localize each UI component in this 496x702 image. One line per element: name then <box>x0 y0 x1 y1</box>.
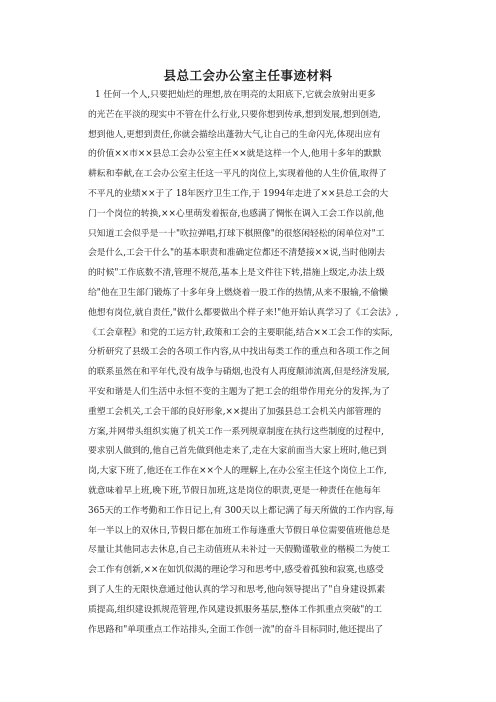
body-text-line: 会是什么,工会干什么"的基本职责和准确定位都还不清楚接××说,当时他刚去 <box>88 248 386 259</box>
body-text-line: 重塑工会机关,工会干部的良好形象,××提出了加强县总工会机关内部管理的 <box>88 406 382 417</box>
body-text-line: 《工会章程》和党的工运方针,政策和工会的主要职能,结合××工会工作的实际, <box>88 327 393 338</box>
body-text-line: 他想有岗位,就自责任,"做什么都要做出个样子来!"他开始认真学习了《工会法》, <box>88 307 399 318</box>
body-text-line: 要求别人做到的,他自己首先做到他走来了,走在大家前面当大家上班时,他已到 <box>88 446 387 457</box>
body-text-line: 方案,并网带头组织实施了机关工作一系列规章制度在执行这些制度的过程中, <box>88 426 384 437</box>
body-text-line: 会工作有创新,××在如饥似渴的理论学习和思考中,感受着孤独和寂寞,也感受 <box>88 565 384 576</box>
body-text-line: 的联系虽然在和平年代,没有战争与硝烟,也没有人再度颠沛流离,但是经济发展, <box>88 367 390 378</box>
body-text-line: 想到他人,更想到责任,你就会描绘出蓬勃大气,让自己的生命闪光,体现出应有 <box>88 129 381 140</box>
body-text-line: 的价值××市××县总工会办公室主任××就是这样一个人,他用十多年的默默 <box>88 149 382 160</box>
body-text-line: 作思路和"单项重点工作站排头,全面工作创一流"的奋斗目标同时,他还提出了 <box>88 624 384 635</box>
body-text-line: 给"他在卫生部门锻炼了十多年身上燃烧着一股工作的热情,从来不服输,不偷懒 <box>88 287 388 298</box>
body-text-line: 分析研究了县级工会的各项工作内容,从中找出每类工作的重点和各项工作之间 <box>88 347 390 358</box>
body-text-line: 就意味着早上班,晚下班,节假日加班,这是岗位的职责,更是一种责任在他每年 <box>88 485 381 496</box>
body-text-line: 质提高,组织建设抓规范管理,作风建设抓服务基层,整体工作抓重点突破"的工 <box>88 604 382 615</box>
body-text-line: 的光芒在平淡的现实中不管在什么行业,只要你想到传承,想到发展,想到创造, <box>88 109 381 120</box>
document-title: 县总工会办公室主任事迹材料 <box>163 68 333 83</box>
body-text-line: 耕耘和奉献,在工会办公室主任这一平凡的岗位上,实现着他的人生价值,取得了 <box>88 169 387 180</box>
body-text-line: 不平凡的业绩××于了 18年医疗卫生工作,于 1994年走进了××县总工会的大 <box>88 188 389 199</box>
body-text-line: 门一个岗位的转换,××心里萌发着振奋,也感满了惆怅在调入工会工作以前,他 <box>88 208 384 219</box>
body-text-line: 年一半以上的双休日,节假日都在加班工作每逢重大节假日单位需要值班他总是 <box>88 525 390 536</box>
body-text-line: 岗,大家下班了,他还在工作在××个人的理解上,在办公室主任这个岗位上工作, <box>88 466 387 477</box>
document-body <box>88 86 408 640</box>
body-text-line: 1 任何一个人,只要把灿烂的理想,放在明亮的太阳底下,它就会放射出更多 <box>95 90 376 100</box>
body-text-line: 的时候"工作底数不清,管理不规范,基本上是文件往下转,措施上级定,办法上级 <box>88 268 385 279</box>
body-text-line: 平安和谐是人们生活中永恒不变的主题为了把工会的组带作用充分的发挥,为了 <box>88 386 390 397</box>
body-text-line: 到了人生的无限快意通过他认真的学习和思考,他向领导提出了"自身建设抓素 <box>88 584 386 595</box>
body-text-line: 只知道工会似乎是一十"吹拉弹唱,打球下棋照像"的很悠闲轻松的闲单位对"工 <box>88 228 385 239</box>
body-text-line: 尽量让其他同志去休息,自己主动值班从未补过一天假勤谨敬业的楷模二为使工 <box>88 545 390 556</box>
body-text-line: 365天的工作考勤和工作日记上,有 300天以上都记满了每天所做的工作内容,每 <box>88 505 394 516</box>
